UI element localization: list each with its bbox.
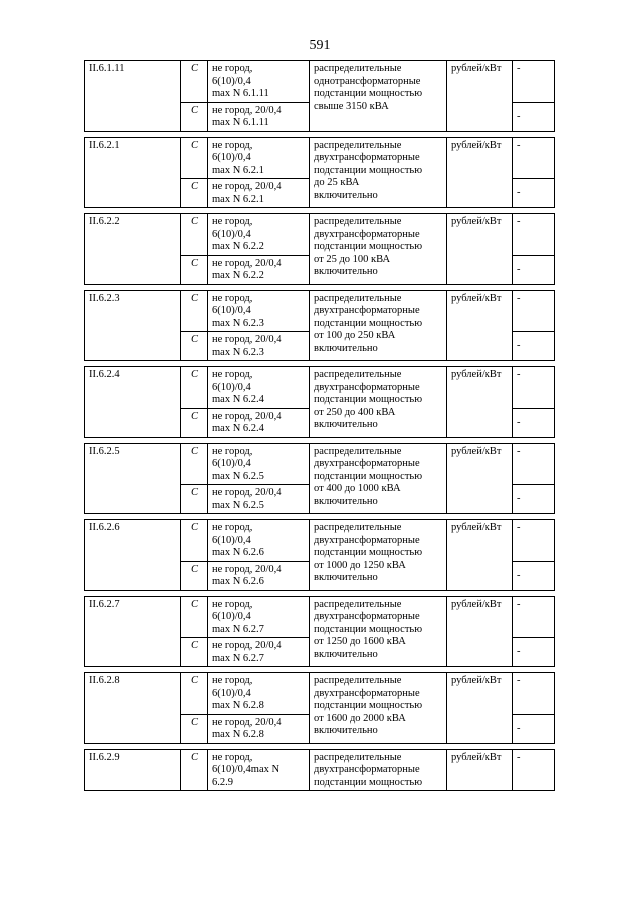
row-condition: не город, 6(10)/0,4 max N 6.2.6 [208,520,310,562]
row-value: - [513,137,555,179]
row-value: - [513,673,555,715]
row-condition: не город, 20/0,4 max N 6.2.2 [208,255,310,284]
row-value: - [513,443,555,485]
row-unit: рублей/кВт [447,596,513,667]
row-code: II.6.2.6 [85,520,181,591]
row-description: распределительные двухтрансформаторные подстанции мощностью от 1600 до 2000 кВА включительно [310,673,447,744]
row-description: распределительные двухтрансформаторные подстанции мощностью от 100 до 250 кВА включительно [310,290,447,361]
row-description: распределительные двухтрансформаторные подстанции мощностью [310,749,447,791]
row-value: - [513,714,555,743]
row-code: II.6.2.2 [85,214,181,285]
row-value: - [513,102,555,131]
row-condition: не город, 6(10)/0,4 max N 6.2.7 [208,596,310,638]
row-code: II.6.2.3 [85,290,181,361]
row-value: - [513,408,555,437]
row-category: С [181,714,208,743]
table-row [85,749,555,791]
row-condition: не город, 6(10)/0,4 max N 6.1.11 [208,61,310,103]
row-code: II.6.2.7 [85,596,181,667]
table-row [85,673,555,715]
row-code: II.6.2.4 [85,367,181,438]
row-unit: рублей/кВт [447,443,513,514]
row-value: - [513,255,555,284]
row-condition: не город, 20/0,4 max N 6.2.4 [208,408,310,437]
row-description: распределительные двухтрансформаторные подстанции мощностью от 1250 до 1600 кВА включительно [310,596,447,667]
row-condition: не город, 6(10)/0,4 max N 6.2.4 [208,367,310,409]
row-unit: рублей/кВт [447,290,513,361]
row-value: - [513,749,555,791]
row-category: С [181,61,208,103]
row-unit: рублей/кВт [447,673,513,744]
row-unit: рублей/кВт [447,214,513,285]
row-unit: рублей/кВт [447,61,513,132]
row-condition: не город, 20/0,4 max N 6.2.5 [208,485,310,514]
row-category: С [181,596,208,638]
row-value: - [513,290,555,332]
row-condition: не город, 20/0,4 max N 6.2.7 [208,638,310,667]
row-value: - [513,638,555,667]
table-row [85,443,555,485]
row-description: распределительные двухтрансформаторные подстанции мощностью от 1000 до 1250 кВА включительно [310,520,447,591]
table-row [85,520,555,562]
row-condition: не город, 6(10)/0,4max N 6.2.9 [208,749,310,791]
row-category: С [181,179,208,208]
row-condition: не город, 6(10)/0,4 max N 6.2.8 [208,673,310,715]
table-row [85,214,555,256]
row-category: С [181,561,208,590]
tariff-table [84,60,555,791]
row-value: - [513,332,555,361]
row-condition: не город, 6(10)/0,4 max N 6.2.1 [208,137,310,179]
row-category: С [181,102,208,131]
row-unit: рублей/кВт [447,137,513,208]
row-category: С [181,367,208,409]
row-code: II.6.1.11 [85,61,181,132]
row-unit: рублей/кВт [447,520,513,591]
row-description: распределительные двухтрансформаторные подстанции мощностью до 25 кВА включительно [310,137,447,208]
row-category: С [181,443,208,485]
row-unit: рублей/кВт [447,367,513,438]
row-code: II.6.2.9 [85,749,181,791]
row-condition: не город, 20/0,4 max N 6.2.3 [208,332,310,361]
row-category: С [181,638,208,667]
row-code: II.6.2.8 [85,673,181,744]
row-unit: рублей/кВт [447,749,513,791]
table-row [85,137,555,179]
row-condition: не город, 20/0,4 max N 6.2.8 [208,714,310,743]
row-condition: не город, 20/0,4 max N 6.1.11 [208,102,310,131]
row-category: С [181,214,208,256]
row-condition: не город, 20/0,4 max N 6.2.1 [208,179,310,208]
row-value: - [513,561,555,590]
row-description: распределительные однотрансформаторные подстанции мощностью свыше 3150 кВА [310,61,447,132]
table-row [85,367,555,409]
row-category: С [181,673,208,715]
row-code: II.6.2.5 [85,443,181,514]
row-description: распределительные двухтрансформаторные подстанции мощностью от 25 до 100 кВА включительно [310,214,447,285]
row-category: С [181,520,208,562]
row-condition: не город, 6(10)/0,4 max N 6.2.2 [208,214,310,256]
row-value: - [513,485,555,514]
row-value: - [513,596,555,638]
table-row [85,290,555,332]
row-condition: не город, 6(10)/0,4 max N 6.2.3 [208,290,310,332]
row-category: С [181,332,208,361]
row-description: распределительные двухтрансформаторные подстанции мощностью от 250 до 400 кВА включительно [310,367,447,438]
row-value: - [513,367,555,409]
row-category: С [181,485,208,514]
row-category: С [181,255,208,284]
row-description: распределительные двухтрансформаторные подстанции мощностью от 400 до 1000 кВА включительно [310,443,447,514]
row-category: С [181,137,208,179]
row-value: - [513,179,555,208]
row-value: - [513,61,555,103]
tariff-table-body [85,61,555,791]
row-category: С [181,749,208,791]
row-value: - [513,214,555,256]
row-condition: не город, 20/0,4 max N 6.2.6 [208,561,310,590]
page-number: 591 [309,38,331,53]
table-row [85,596,555,638]
row-code: II.6.2.1 [85,137,181,208]
row-value: - [513,520,555,562]
row-category: С [181,290,208,332]
table-row [85,61,555,103]
row-category: С [181,408,208,437]
row-condition: не город, 6(10)/0,4 max N 6.2.5 [208,443,310,485]
